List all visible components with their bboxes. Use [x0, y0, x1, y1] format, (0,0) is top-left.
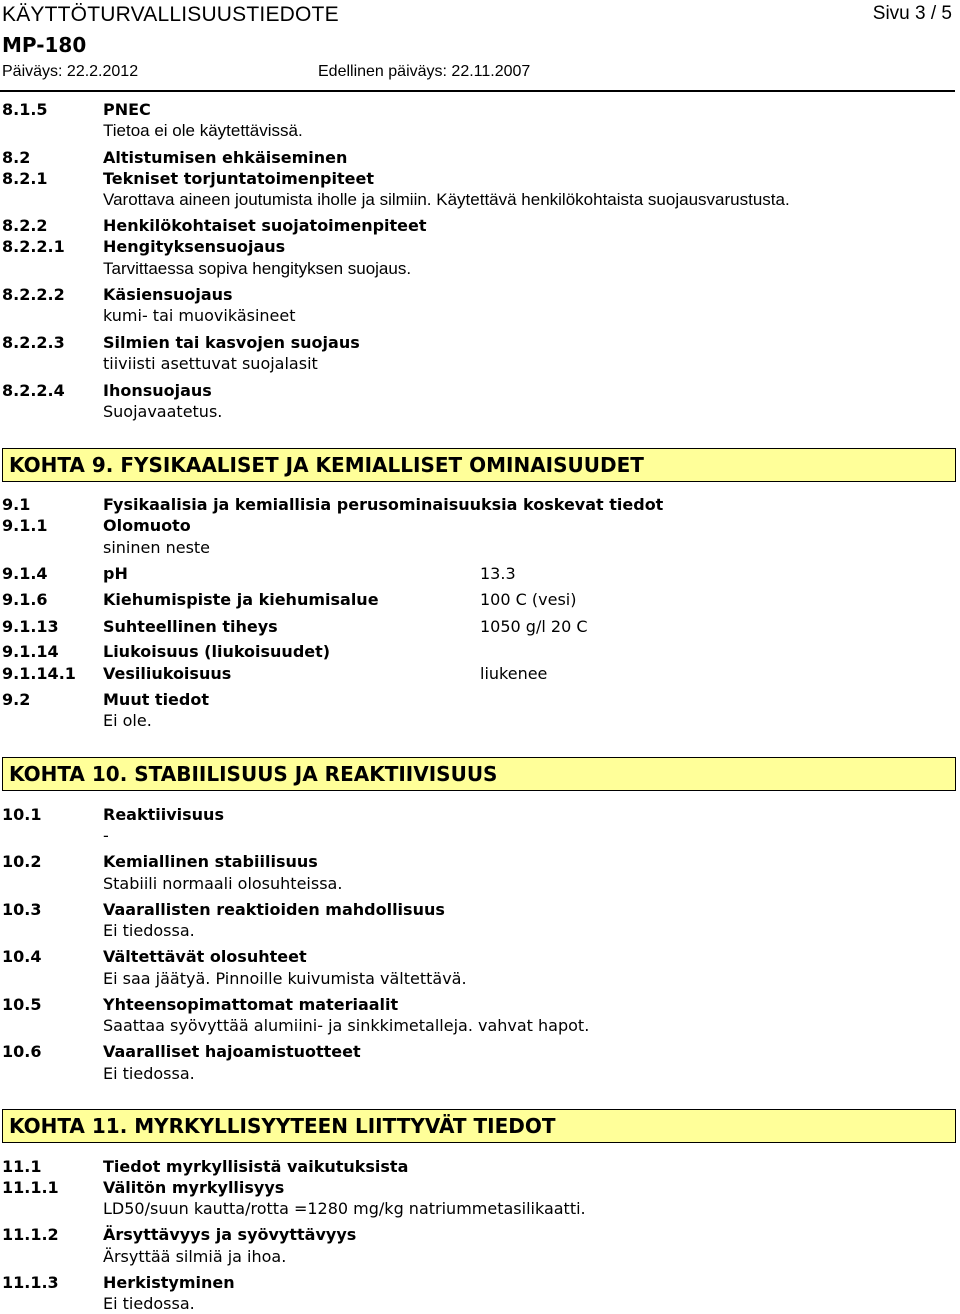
row-value: liukenee — [480, 664, 548, 683]
section-heading-9: KOHTA 9. FYSIKAALISET JA KEMIALLISET OMINAISUUDET — [2, 448, 956, 482]
row-label: Hengityksensuojaus — [103, 237, 286, 256]
row-label: pH — [103, 564, 128, 583]
row-number: 10.4 — [2, 947, 42, 966]
row-label: Suhteellinen tiheys — [103, 617, 278, 636]
row-text: kumi- tai muovikäsineet — [103, 306, 296, 325]
row-number: 8.2.2.2 — [2, 285, 65, 304]
row-text: Ärsyttää silmiä ja ihoa. — [103, 1247, 287, 1266]
row-number: 9.1.13 — [2, 617, 59, 636]
row-label: Vältettävät olosuhteet — [103, 947, 307, 966]
row-text: Tietoa ei ole käytettävissä. — [103, 121, 303, 140]
header-divider — [0, 90, 955, 92]
row-number: 10.6 — [2, 1042, 42, 1061]
row-number: 9.1.14 — [2, 642, 59, 661]
row-text: Ei saa jäätyä. Pinnoille kuivumista vältettävä. — [103, 969, 467, 988]
row-number: 10.1 — [2, 805, 42, 824]
row-label: Kiehumispiste ja kiehumisalue — [103, 590, 379, 609]
section-heading-10: KOHTA 10. STABIILISUUS JA REAKTIIVISUUS — [2, 757, 956, 791]
row-number: 9.1.1 — [2, 516, 48, 535]
row-text: Ei ole. — [103, 711, 152, 730]
row-label: Muut tiedot — [103, 690, 209, 709]
row-label: Henkilökohtaiset suojatoimenpiteet — [103, 216, 427, 235]
row-text: Varottava aineen joutumista iholle ja silmiin. Käytettävä henkilökohtaista suojausvarustusta. — [103, 190, 790, 209]
row-number: 8.2.2.1 — [2, 237, 65, 256]
row-number: 10.5 — [2, 995, 42, 1014]
row-number: 11.1.3 — [2, 1273, 59, 1292]
row-text: Ei tiedossa. — [103, 1064, 195, 1083]
page-number: Sivu 3 / 5 — [872, 3, 952, 24]
row-text: Ei tiedossa. — [103, 921, 195, 940]
row-label: Tekniset torjuntatoimenpiteet — [103, 169, 374, 188]
row-number: 9.1.4 — [2, 564, 48, 583]
product-code: MP-180 — [2, 33, 87, 57]
row-label: Ärsyttävyys ja syövyttävyys — [103, 1225, 357, 1244]
row-label: Altistumisen ehkäiseminen — [103, 148, 348, 167]
row-number: 8.2.2 — [2, 216, 48, 235]
row-label: Fysikaalisia ja kemiallisia perusominaisuuksia koskevat tiedot — [103, 495, 664, 514]
row-text: - — [103, 826, 109, 845]
row-text: tiiviisti asettuvat suojalasit — [103, 354, 318, 373]
row-value: 13.3 — [480, 564, 516, 583]
document-title: KÄYTTÖTURVALLISUUSTIEDOTE — [2, 3, 339, 26]
row-number: 8.2.1 — [2, 169, 48, 188]
row-number: 9.1 — [2, 495, 31, 514]
row-label: Käsiensuojaus — [103, 285, 233, 304]
row-value: 100 C (vesi) — [480, 590, 577, 609]
row-label: Vesiliukoisuus — [103, 664, 232, 683]
row-label: Reaktiivisuus — [103, 805, 224, 824]
row-number: 10.3 — [2, 900, 42, 919]
previous-date: Edellinen päiväys: 22.11.2007 — [318, 63, 531, 80]
row-number: 8.2.2.3 — [2, 333, 65, 352]
row-number: 8.2.2.4 — [2, 381, 65, 400]
row-value: 1050 g/l 20 C — [480, 617, 588, 636]
row-text: Suojavaatetus. — [103, 402, 223, 421]
row-text: LD50/suun kautta/rotta =1280 mg/kg natriummetasilikaatti. — [103, 1199, 586, 1218]
row-text: Tarvittaessa sopiva hengityksen suojaus. — [103, 259, 412, 278]
row-label: Välitön myrkyllisyys — [103, 1178, 285, 1197]
row-number: 9.1.6 — [2, 590, 48, 609]
row-label: Vaarallisten reaktioiden mahdollisuus — [103, 900, 445, 919]
row-number: 9.1.14.1 — [2, 664, 76, 683]
row-label: Vaaralliset hajoamistuotteet — [103, 1042, 361, 1061]
row-label: PNEC — [103, 100, 151, 119]
row-label: Olomuoto — [103, 516, 191, 535]
document-date: Päiväys: 22.2.2012 — [2, 63, 139, 80]
row-text: Ei tiedossa. — [103, 1294, 195, 1313]
row-text: sininen neste — [103, 538, 211, 557]
row-label: Silmien tai kasvojen suojaus — [103, 333, 360, 352]
row-label: Tiedot myrkyllisistä vaikutuksista — [103, 1157, 409, 1176]
row-label: Kemiallinen stabiilisuus — [103, 852, 318, 871]
row-number: 11.1.1 — [2, 1178, 59, 1197]
row-text: Saattaa syövyttää alumiini- ja sinkkimetalleja. vahvat hapot. — [103, 1016, 590, 1035]
section-heading-11: KOHTA 11. MYRKYLLISYYTEEN LIITTYVÄT TIEDOT — [2, 1109, 956, 1143]
row-number: 9.2 — [2, 690, 31, 709]
row-number: 10.2 — [2, 852, 42, 871]
row-label: Liukoisuus (liukoisuudet) — [103, 642, 331, 661]
row-number: 11.1.2 — [2, 1225, 59, 1244]
row-number: 8.2 — [2, 148, 31, 167]
row-text: Stabiili normaali olosuhteissa. — [103, 874, 343, 893]
row-label: Ihonsuojaus — [103, 381, 212, 400]
row-label: Herkistyminen — [103, 1273, 235, 1292]
row-number: 8.1.5 — [2, 100, 48, 119]
row-label: Yhteensopimattomat materiaalit — [103, 995, 399, 1014]
row-number: 11.1 — [2, 1157, 42, 1176]
